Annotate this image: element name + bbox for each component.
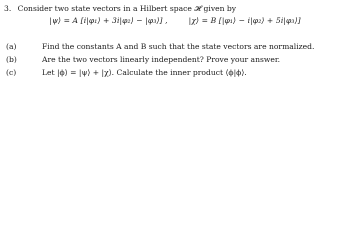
part-b-label: (b) <box>6 55 17 64</box>
part-c-text: Let |ϕ⟩ = |ψ⟩ + |χ⟩. Calculate the inner product ⟨ϕ|ϕ⟩. <box>42 68 247 77</box>
state-equations <box>0 17 350 25</box>
part-b <box>6 55 281 64</box>
part-a-text: Find the constants A and B such that the state vectors are normalized. <box>42 42 315 51</box>
problem-intro <box>4 5 236 13</box>
equation-chi: |χ⟩ = B [|φ₁⟩ − i|φ₂⟩ + 5i|φ₃⟩] <box>188 16 301 25</box>
part-c-label: (c) <box>6 68 17 77</box>
part-b-text: Are the two vectors linearly independent? Prove your answer. <box>42 55 281 64</box>
problem-number: 3. <box>4 4 12 13</box>
problem-intro-text: Consider two state vectors in a Hilbert space 𝓗 given by <box>17 4 237 13</box>
part-a-label: (a) <box>6 42 17 51</box>
part-c <box>6 68 247 77</box>
equation-psi: |ψ⟩ = A [i|φ₁⟩ + 3i|φ₂⟩ − |φ₃⟩] , <box>49 16 168 25</box>
part-a <box>6 42 315 51</box>
